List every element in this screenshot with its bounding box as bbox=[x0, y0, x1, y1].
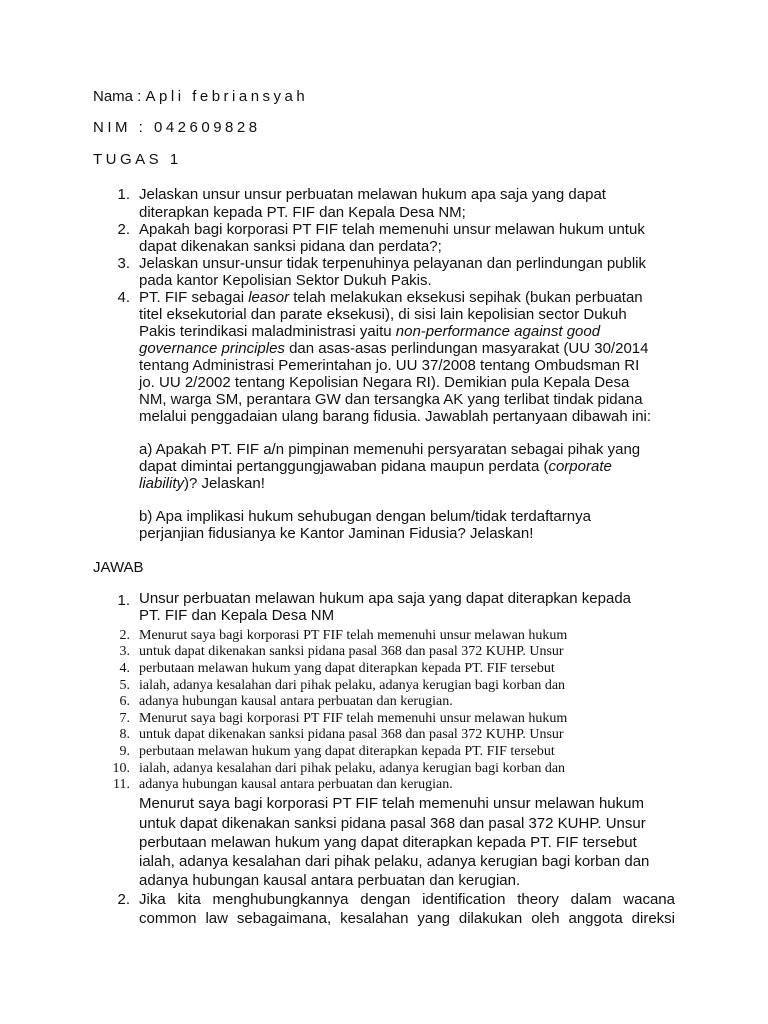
assignment-title: TUGAS 1 bbox=[93, 151, 182, 168]
question-line: NM, warga SM, perantara GW dan tersangka AK yang terlibat tindak pidana bbox=[139, 391, 643, 408]
answer-number: 1. bbox=[117, 592, 130, 609]
serif-list-item: adanya hubungan kausal antara perbuatan dan kerugian. bbox=[139, 777, 453, 792]
name-label: Nama : bbox=[93, 88, 146, 105]
serif-list-item: perbutaan melawan hukum yang dapat diterapkan kepada PT. FIF tersebut bbox=[139, 661, 555, 676]
question-line: governance principles dan asas-asas perlindungan masyarakat (UU 30/2014 bbox=[139, 340, 649, 357]
paragraph-line: untuk dapat dikenakan sanksi pidana pasal 368 dan pasal 372 KUHP. Unsur bbox=[139, 815, 646, 832]
serif-list-number: 6. bbox=[119, 694, 130, 709]
serif-list-number: 4. bbox=[119, 661, 130, 676]
serif-list-item: Menurut saya bagi korporasi PT FIF telah memenuhi unsur melawan hukum bbox=[139, 628, 568, 643]
student-nim: NIM : 042609828 bbox=[93, 119, 261, 136]
question-line: PT. FIF sebagai leasor telah melakukan eksekusi sepihak (bukan perbuatan bbox=[139, 289, 643, 306]
serif-list-item: Menurut saya bagi korporasi PT FIF telah memenuhi unsur melawan hukum bbox=[139, 711, 568, 726]
serif-list-number: 5. bbox=[119, 678, 130, 693]
serif-list-number: 3. bbox=[119, 644, 130, 659]
question-line: pada kantor Kepolisian Sektor Dukuh Pakis. bbox=[139, 272, 432, 289]
serif-list-item: perbutaan melawan hukum yang dapat diterapkan kepada PT. FIF tersebut bbox=[139, 744, 555, 759]
question-line: Jelaskan unsur unsur perbuatan melawan hukum apa saja yang dapat bbox=[139, 186, 606, 203]
question-line: Jelaskan unsur-unsur tidak terpenuhinya pelayanan dan perlindungan publik bbox=[139, 255, 647, 272]
serif-list-number: 9. bbox=[119, 744, 130, 759]
serif-list-number: 7. bbox=[119, 711, 130, 726]
question-line: Apakah bagi korporasi PT FIF telah memenuhi unsur melawan hukum untuk bbox=[139, 221, 645, 238]
answer-line: Jika kita menghubungkannya dengan identification theory dalam wacana bbox=[139, 891, 675, 908]
question-number: 1. bbox=[117, 186, 130, 203]
serif-list-item: untuk dapat dikenakan sanksi pidana pasal 368 dan pasal 372 KUHP. Unsur bbox=[139, 644, 564, 659]
question-line: dapat dikenakan sanksi pidana dan perdata?; bbox=[139, 238, 442, 255]
serif-list-number: 8. bbox=[119, 727, 130, 742]
subquestion-a-line: dapat dimintai pertanggungjawaban pidana maupun perdata (corporate bbox=[139, 458, 612, 475]
question-line: melalui penggadaian ulang barang fidusia. Jawablah pertanyaan dibawah ini: bbox=[139, 408, 652, 425]
serif-list-item: ialah, adanya kesalahan dari pihak pelaku, adanya kerugian bagi korban dan bbox=[139, 761, 566, 776]
answer-line: Unsur perbuatan melawan hukum apa saja yang dapat diterapkan kepada bbox=[139, 590, 631, 607]
paragraph-line: adanya hubungan kausal antara perbuatan dan kerugian. bbox=[139, 872, 521, 889]
student-name bbox=[93, 88, 308, 106]
question-line: Pakis terindikasi maladministrasi yaitu non-performance against good bbox=[139, 323, 601, 340]
question-number: 4. bbox=[117, 289, 130, 306]
answer-heading: JAWAB bbox=[93, 559, 144, 576]
serif-list-item: untuk dapat dikenakan sanksi pidana pasal 368 dan pasal 372 KUHP. Unsur bbox=[139, 727, 564, 742]
answer-line: common law sebagaimana, kesalahan yang dilakukan oleh anggota direksi bbox=[139, 910, 675, 927]
paragraph-line: ialah, adanya kesalahan dari pihak pelaku, adanya kerugian bagi korban dan bbox=[139, 853, 650, 870]
answer-line: PT. FIF dan Kepala Desa NM bbox=[139, 607, 335, 624]
name-value: Apli febriansyah bbox=[145, 88, 309, 105]
serif-list-number: 10. bbox=[112, 761, 130, 776]
subquestion-a-line: a) Apakah PT. FIF a/n pimpinan memenuhi persyaratan sebagai pihak yang bbox=[139, 441, 641, 458]
subquestion-b-line: perjanjian fidusianya ke Kantor Jaminan Fidusia? Jelaskan! bbox=[139, 525, 534, 542]
serif-list-item: adanya hubungan kausal antara perbuatan dan kerugian. bbox=[139, 694, 453, 709]
serif-list-item: ialah, adanya kesalahan dari pihak pelaku, adanya kerugian bagi korban dan bbox=[139, 678, 566, 693]
question-line: tentang Administrasi Pemerintahan jo. UU 37/2008 tentang Ombudsman RI bbox=[139, 357, 640, 374]
answer-number: 2. bbox=[117, 891, 130, 908]
question-number: 3. bbox=[117, 255, 130, 272]
serif-list-number: 11. bbox=[113, 777, 130, 792]
paragraph-line: Menurut saya bagi korporasi PT FIF telah memenuhi unsur melawan hukum bbox=[139, 795, 644, 812]
question-line: diterapkan kepada PT. FIF dan Kepala Desa NM; bbox=[139, 204, 466, 221]
question-line: titel eksekutorial dan parate eksekusi), di sisi lain kepolisian sector Dukuh bbox=[139, 306, 627, 323]
serif-list-number: 2. bbox=[119, 628, 130, 643]
question-number: 2. bbox=[117, 221, 130, 238]
question-line: jo. UU 2/2002 tentang Kepolisian Negara RI). Demikian pula Kepala Desa bbox=[139, 374, 630, 391]
subquestion-a-line: liability)? Jelaskan! bbox=[139, 475, 265, 492]
paragraph-line: perbutaan melawan hukum yang dapat diterapkan kepada PT. FIF tersebut bbox=[139, 834, 637, 851]
subquestion-b-line: b) Apa implikasi hukum sehubugan dengan belum/tidak terdaftarnya bbox=[139, 508, 591, 525]
